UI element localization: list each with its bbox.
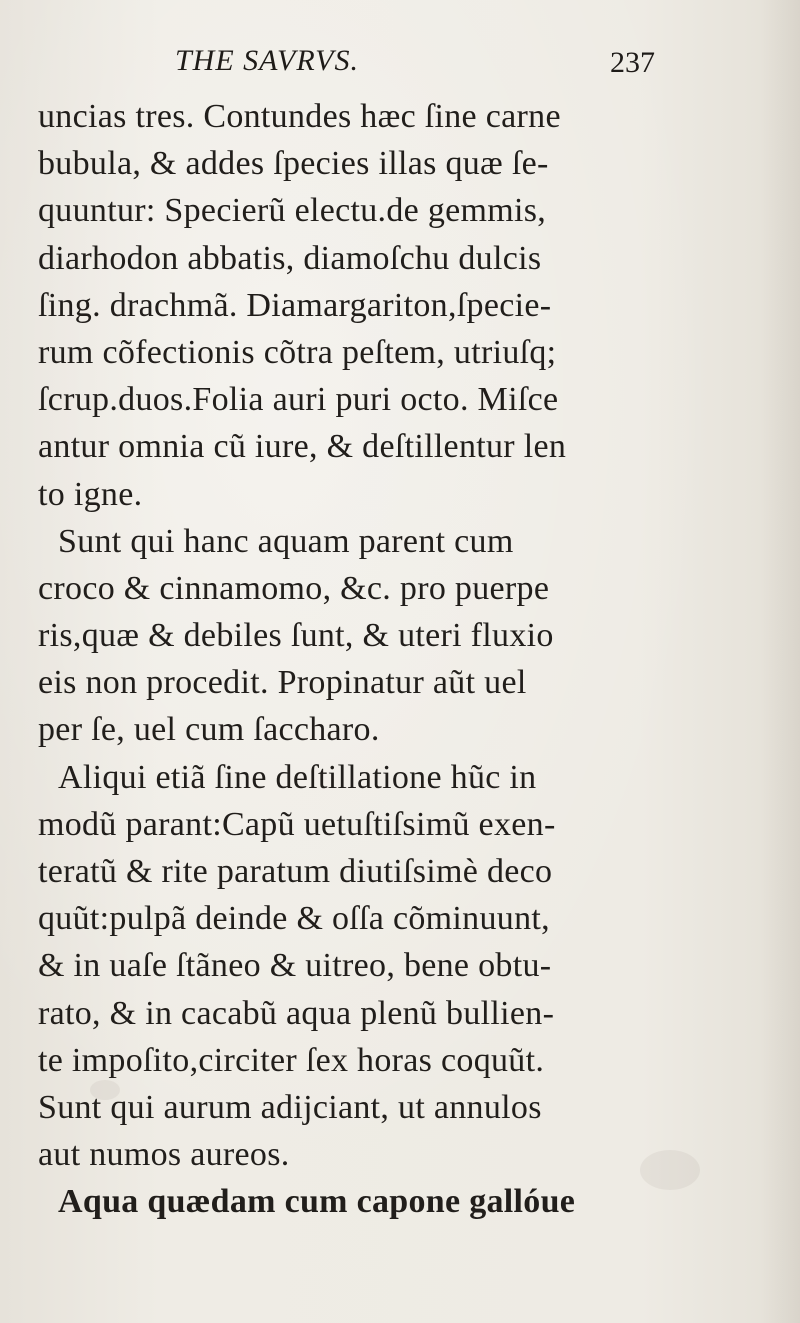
text-line: rato, & in cacabũ aqua plenũ bullien- xyxy=(38,994,555,1032)
text-line: to igne. xyxy=(38,475,143,513)
text-line: croco & cinnamomo, &c. pro puerpe xyxy=(38,569,550,607)
page-header xyxy=(175,44,655,80)
text-line: te impoſito,circiter ſex horas coquũt. xyxy=(38,1041,545,1079)
text-line: quuntur: Specierũ electu.de gemmis, xyxy=(38,192,547,230)
text-line: bubula, & addes ſpecies illas quæ ſe- xyxy=(38,145,549,183)
text-line: modũ parant:Capũ uetuſtiſsimũ exen- xyxy=(38,805,556,843)
page-edge-shadow xyxy=(760,0,800,1323)
text-line: Aqua quædam cum capone gallóue xyxy=(58,1183,576,1221)
text-line: aut numos aureos. xyxy=(38,1136,290,1174)
text-line: rum cõfectionis cõtra peſtem, utriuſq; xyxy=(38,333,557,371)
text-line: Sunt qui aurum adijciant, ut annulos xyxy=(38,1088,542,1126)
text-line: ſing. drachmã. Diamargariton,ſpecie- xyxy=(38,286,552,324)
text-line: ſcrup.duos.Folia auri puri octo. Miſce xyxy=(38,381,559,419)
text-line: per ſe, uel cum ſaccharo. xyxy=(38,711,380,749)
text-line: Aliqui etiã ſine deſtillatione hũc in xyxy=(58,758,537,796)
text-line: Sunt qui hanc aquam parent cum xyxy=(58,522,514,560)
text-line: uncias tres. Contundes hæc ſine carne xyxy=(38,98,561,135)
text-line: ris,quæ & debiles ſunt, & uteri fluxio xyxy=(38,617,554,655)
body-text xyxy=(38,93,668,1226)
text-line: antur omnia cũ iure, & deſtillentur len xyxy=(38,428,567,466)
running-title: THE SAVRVS. xyxy=(175,44,359,77)
page-number: 237 xyxy=(610,46,655,79)
text-line: eis non procedit. Propinatur aũt uel xyxy=(38,664,527,702)
text-line: diarhodon abbatis, diamoſchu dulcis xyxy=(38,239,542,277)
text-line: quũt:pulpã deinde & oſſa cõminuunt, xyxy=(38,900,550,938)
text-line: teratũ & rite paratum diutiſsimè deco xyxy=(38,853,553,890)
text-line: & in uaſe ſtãneo & uitreo, bene obtu- xyxy=(38,947,552,985)
